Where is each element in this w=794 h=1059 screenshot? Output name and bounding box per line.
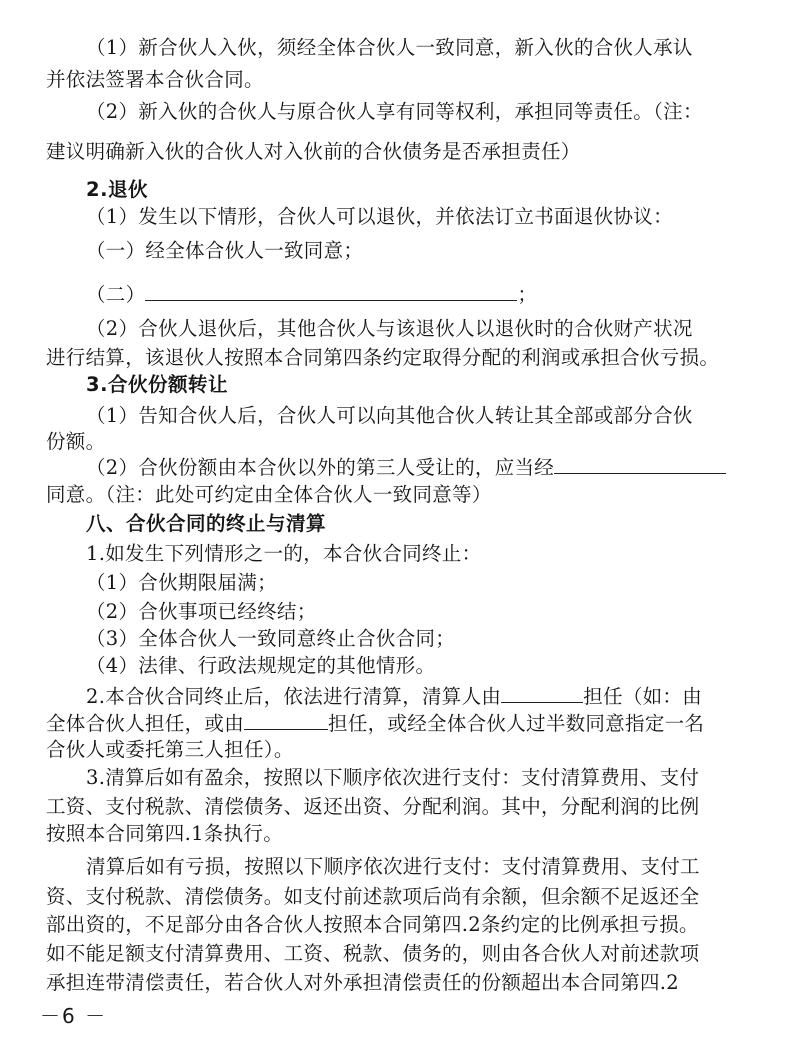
paragraph-line: 进行结算，该退伙人按照本合同第四条约定取得分配的利润或承担合伙亏损。 [46, 346, 720, 369]
item-end: ； [517, 283, 538, 306]
paragraph-line [86, 280, 794, 309]
paragraph-line: 同意。（注：此处可约定由全体合伙人一致同意等） [46, 483, 492, 506]
list-item: （4）法律、行政法规规定的其他情形。 [86, 654, 436, 677]
paragraph-line: 部出资的，不足部分由各合伙人按照本合同第四.2条约定的比例承担亏损。 [46, 913, 699, 936]
paragraph-line: 工资、支付税款、清偿债务、返还出资、分配利润。其中，分配利润的比例 [46, 795, 700, 818]
list-item: （3）全体合伙人一致同意终止合伙合同； [86, 627, 456, 650]
paragraph-line: 并依法签署本合伙合同。 [46, 68, 264, 91]
paragraph-line: 清算后如有亏损，按照以下顺序依次进行支付：支付清算费用、支付工 [86, 855, 700, 878]
paragraph-line: （2）新入伙的合伙人与原合伙人享有同等权利，承担同等责任。（注： [86, 100, 703, 123]
paragraph-line: 建议明确新入伙的合伙人对入伙前的合伙债务是否承担责任） [46, 140, 581, 163]
paragraph-line: 承担连带清偿责任，若合伙人对外承担清偿责任的份额超出本合同第四.2 [46, 971, 680, 994]
page-number: －6 － [40, 1004, 108, 1028]
paragraph-line: 如不能足额支付清算费用、工资、税款、债务的，则由各合伙人对前述款项 [46, 942, 700, 965]
fill-in-blank [244, 709, 328, 730]
paragraph-line: 按照本合同第四.1条执行。 [46, 822, 284, 845]
paragraph-text: 担任，或经全体合伙人过半数同意指定一名 [328, 712, 705, 735]
paragraph-text: 2.本合伙合同终止后，依法进行清算，清算人由 [86, 685, 502, 708]
fill-in-blank [554, 453, 726, 474]
section-heading-withdrawal: 2.退伙 [86, 178, 148, 201]
paragraph-line: 合伙人或委托第三人担任）。 [46, 738, 294, 761]
list-item: （1）合伙期限届满； [86, 571, 277, 594]
paragraph-text: （2）合伙份额由本合伙以外的第三人受让的，应当经 [86, 456, 555, 479]
paragraph-line [86, 453, 794, 482]
paragraph-line: （1）新合伙人入伙，须经全体合伙人一致同意，新入伙的合伙人承认 [86, 36, 693, 59]
paragraph-line: 资、支付税款、清偿债务。如支付前述款项后尚有余额，但余额不足返还全 [46, 885, 700, 908]
paragraph-line [46, 709, 756, 738]
paragraph-line: 1.如发生下列情形之一的，本合伙合同终止： [86, 542, 482, 565]
paragraph-line [86, 682, 794, 711]
chapter-heading-termination: 八、合伙合同的终止与清算 [86, 512, 327, 535]
paragraph-text: 担任（如：由 [583, 685, 703, 708]
paragraph-line: （1）告知合伙人后，合伙人可以向其他合伙人转让其全部或部分合伙 [86, 404, 693, 427]
fill-in-blank [501, 682, 583, 703]
list-item: （2）合伙事项已经终结； [86, 600, 317, 623]
paragraph-line: 份额。 [46, 430, 106, 453]
paragraph-line: （2）合伙人退伙后，其他合伙人与该退伙人以退伙时的合伙财产状况 [86, 317, 693, 340]
item-label: （二） [86, 283, 146, 306]
fill-in-blank [145, 280, 517, 301]
section-heading-share-transfer: 3.合伙份额转让 [86, 373, 228, 396]
paragraph-text: 全体合伙人担任，或由 [46, 712, 245, 735]
paragraph-line: （一）经全体合伙人一致同意； [86, 239, 364, 262]
paragraph-line: （1）发生以下情形，合伙人可以退伙，并依法订立书面退伙协议： [86, 205, 673, 228]
paragraph-line: 3.清算后如有盈余，按照以下顺序依次进行支付：支付清算费用、支付 [86, 766, 700, 789]
